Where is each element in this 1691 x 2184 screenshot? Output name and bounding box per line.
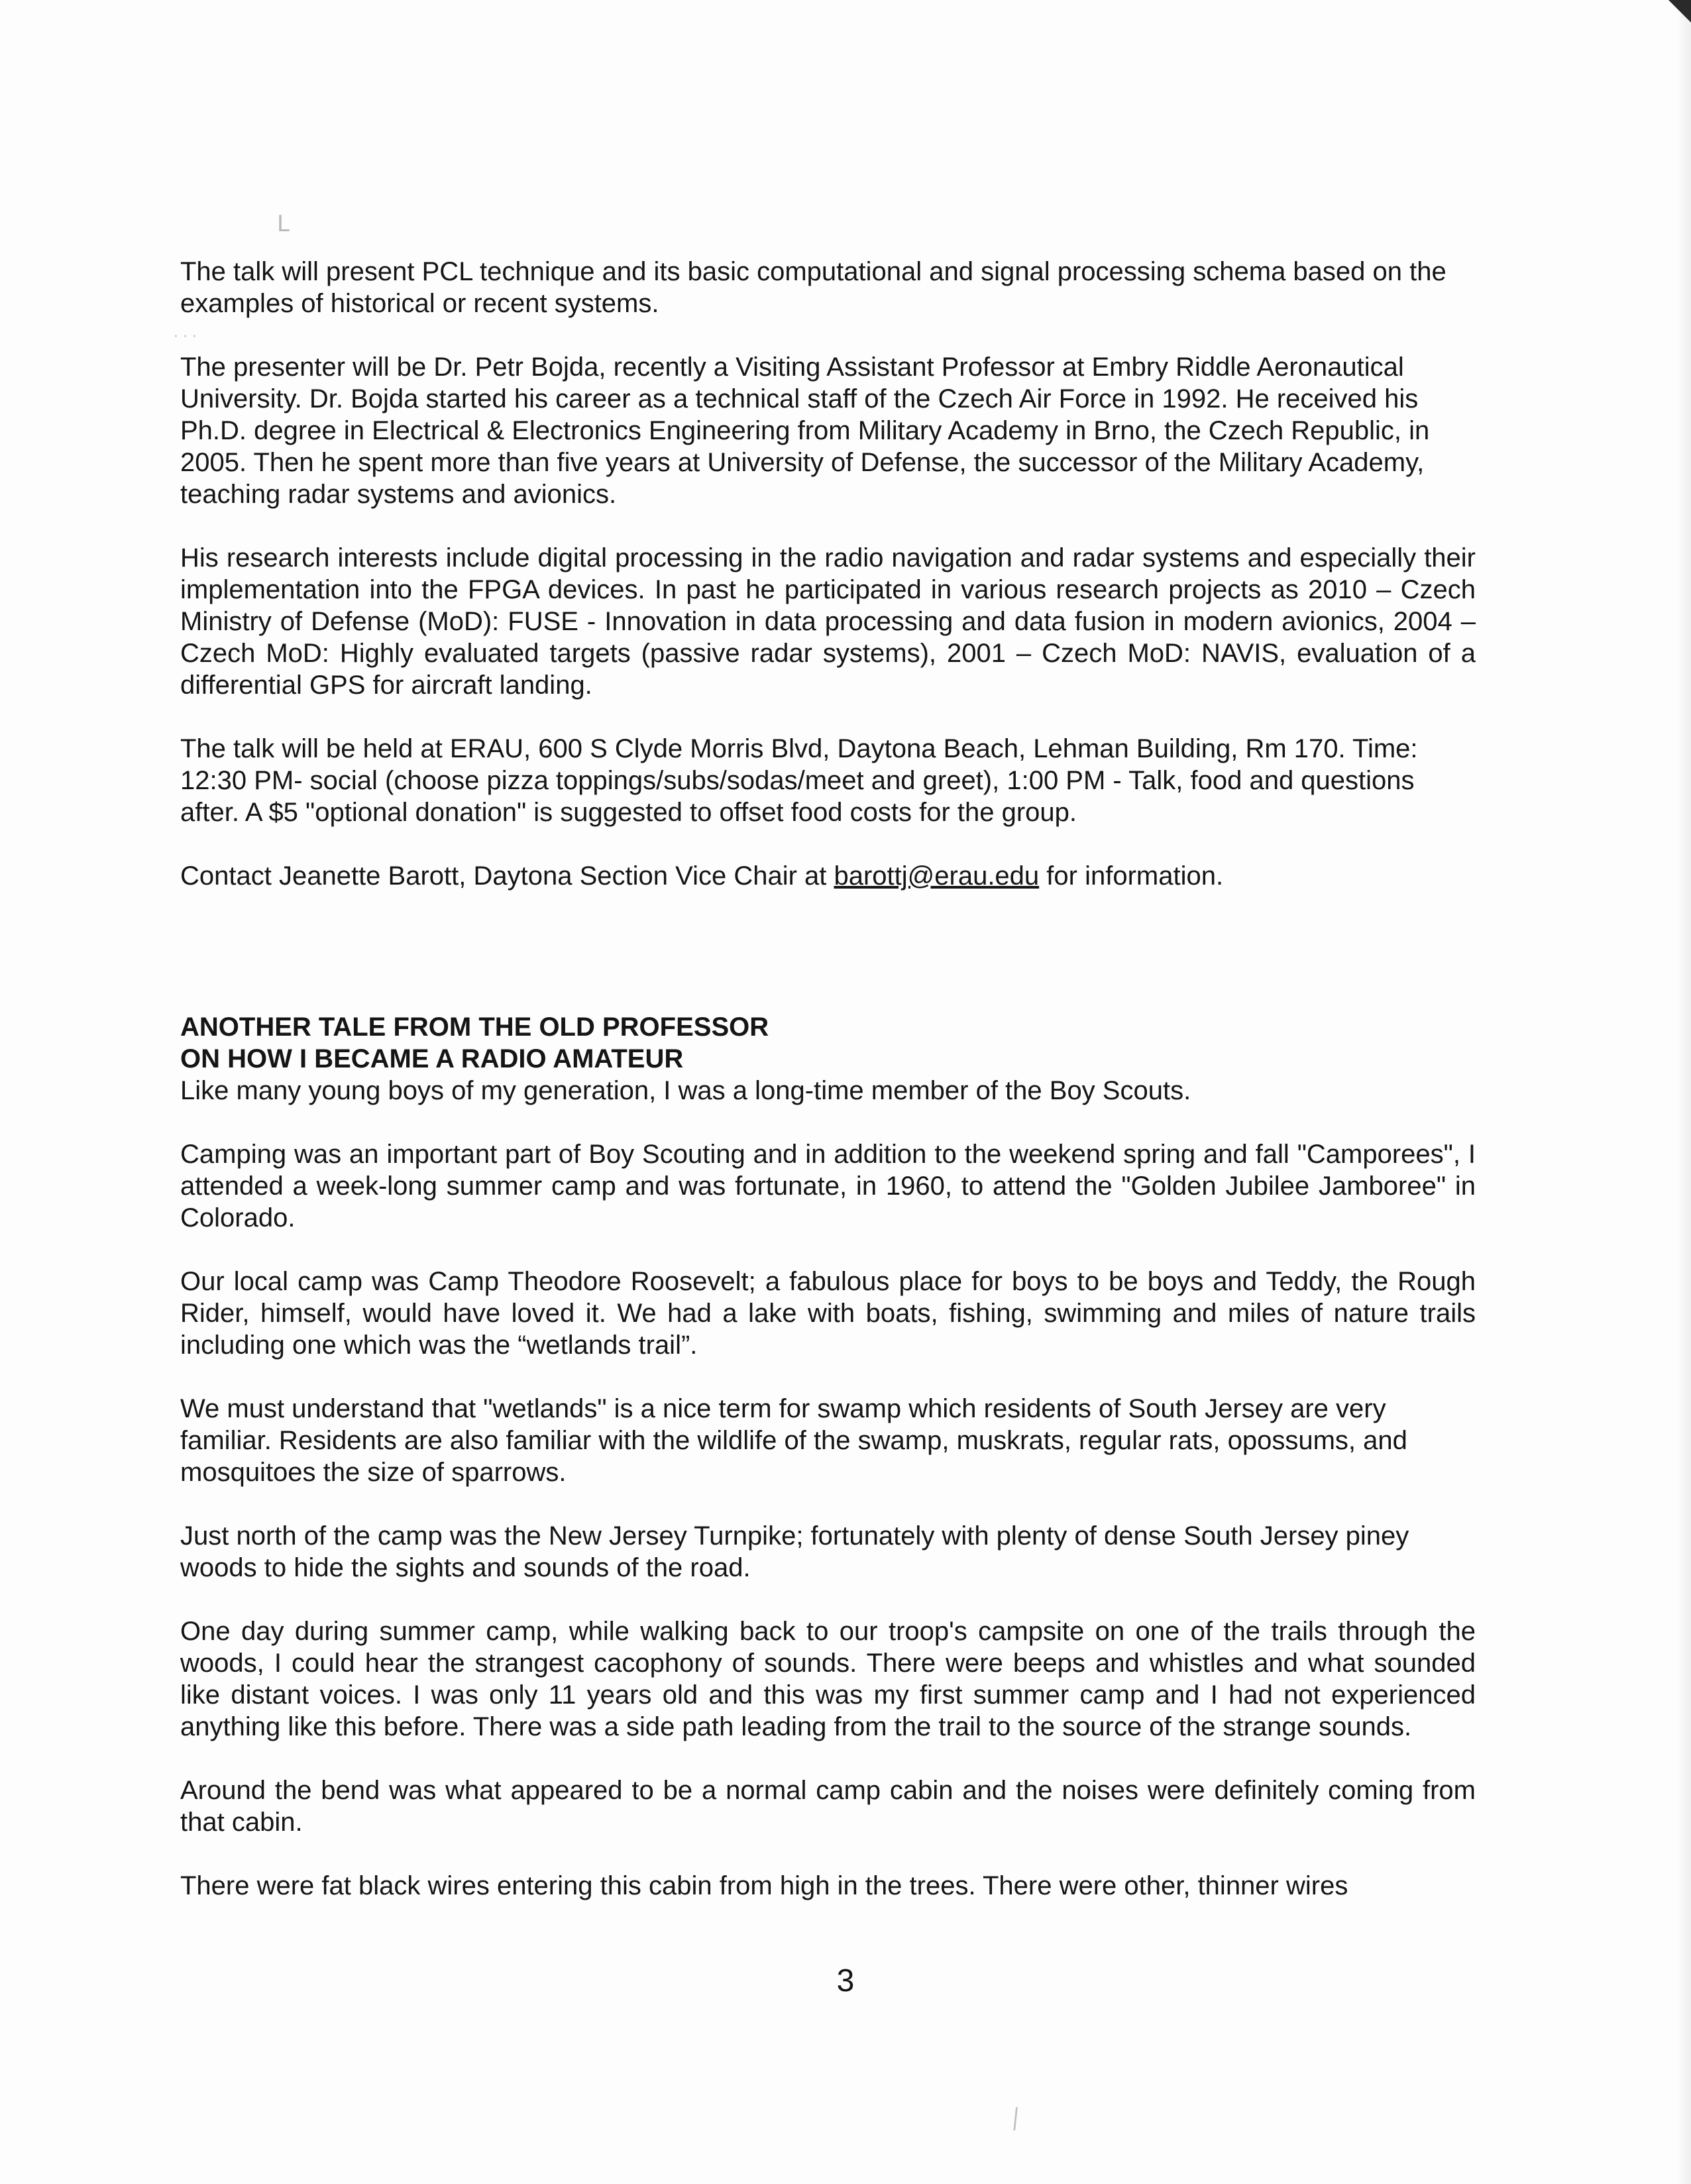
article-intro: Like many young boys of my generation, I was a long-time member of the Boy Scouts. bbox=[180, 1076, 1191, 1105]
article-paragraph: Our local camp was Camp Theodore Roosevelt; a fabulous place for boys to be boys and Teddy, the Rough Rider, himself, would have loved it. We had a lake with boats, fishing, swimming and miles of nature trails including one which was the “wetlands trail”. bbox=[180, 1267, 1476, 1360]
contact-email-link[interactable]: barottj@erau.edu bbox=[834, 861, 1040, 891]
article-paragraph: Camping was an important part of Boy Scouting and in addition to the weekend spring and fall "Camporees", I attended a week-long summer camp and was fortunate, in 1960, to attend the "Golden Jubilee Jamboree" in Colorado. bbox=[180, 1140, 1476, 1232]
section-gap bbox=[180, 924, 1476, 1011]
contact-text: Contact Jeanette Barott, Daytona Section Vice Chair at bbox=[180, 861, 834, 891]
page-number: 3 bbox=[836, 1963, 855, 1998]
presenter-bio-paragraph: The presenter will be Dr. Petr Bojda, recently a Visiting Assistant Professor at Embry Riddle Aeronautical University. Dr. Bojda started his career as a technical staff of the Czech Air Force in 1992. He received his Ph.D. degree in Electrical & Electronics Engineering from Military Academy in Brno, the Czech Republic, in 2005. Then he spent more than five years at University of Defense, the successor of the Military Academy, teaching radar systems and avionics. bbox=[180, 353, 1430, 509]
page-content bbox=[180, 256, 1476, 1934]
article-paragraph: Just north of the camp was the New Jersey Turnpike; fortunately with plenty of dense South Jersey piney woods to hide the sights and sounds of the road. bbox=[180, 1521, 1409, 1582]
talk-summary-paragraph: The talk will present PCL technique and its basic computational and signal processing schema based on the examples of historical or recent systems. bbox=[180, 257, 1446, 318]
page-corner bbox=[1668, 0, 1691, 23]
scan-mark: L bbox=[277, 211, 290, 237]
contact-paragraph bbox=[180, 860, 1476, 892]
article-title: ANOTHER TALE FROM THE OLD PROFESSOR bbox=[180, 1012, 769, 1042]
research-interests-paragraph: His research interests include digital processing in the radio navigation and radar systems and especially their implementation into the FPGA devices. In past he participated in various research projects as 2010 – Czech Ministry of Defense (MoD): FUSE - Innovation in data processing and data fusion in modern avionics, 2004 – Czech MoD: Highly evaluated targets (passive radar systems), 2001 – Czech MoD: NAVIS, evaluation of a differential GPS for aircraft landing. bbox=[180, 543, 1476, 700]
contact-suffix: for information. bbox=[1039, 861, 1224, 891]
article-paragraph: One day during summer camp, while walking back to our troop's campsite on one of the trails through the woods, I could hear the strangest cacophony of sounds. There were beeps and whistles and what sounded like distant voices. I was only 11 years old and this was my first summer camp and I had not experienced anything like this before. There was a side path leading from the trail to the source of the strange sounds. bbox=[180, 1617, 1476, 1741]
article-paragraph: Around the bend was what appeared to be a normal camp cabin and the noises were definitely coming from that cabin. bbox=[180, 1776, 1476, 1837]
talk-logistics-paragraph: The talk will be held at ERAU, 600 S Clyde Morris Blvd, Daytona Beach, Lehman Building, Rm 170. Time: 12:30 PM- social (choose pizza toppings/subs/sodas/meet and greet), 1:00 PM - Talk, food and questions after. A $5 "optional donation" is suggested to offset food costs for the group. bbox=[180, 734, 1418, 827]
article-subtitle: ON HOW I BECAME A RADIO AMATEUR bbox=[180, 1044, 684, 1073]
scan-dots: · · · bbox=[174, 329, 197, 345]
article-paragraph: There were fat black wires entering this cabin from high in the trees. There were other, thinner wires bbox=[180, 1871, 1348, 1900]
pen-mark: ⁄ bbox=[1007, 2104, 1025, 2135]
article-paragraph: We must understand that "wetlands" is a nice term for swamp which residents of South Jersey are very familiar. Residents are also familiar with the wildlife of the swamp, muskrats, regular rats, opossums, and mosquitoes the size of sparrows. bbox=[180, 1394, 1407, 1487]
page-edge-shadow bbox=[1676, 0, 1691, 2184]
